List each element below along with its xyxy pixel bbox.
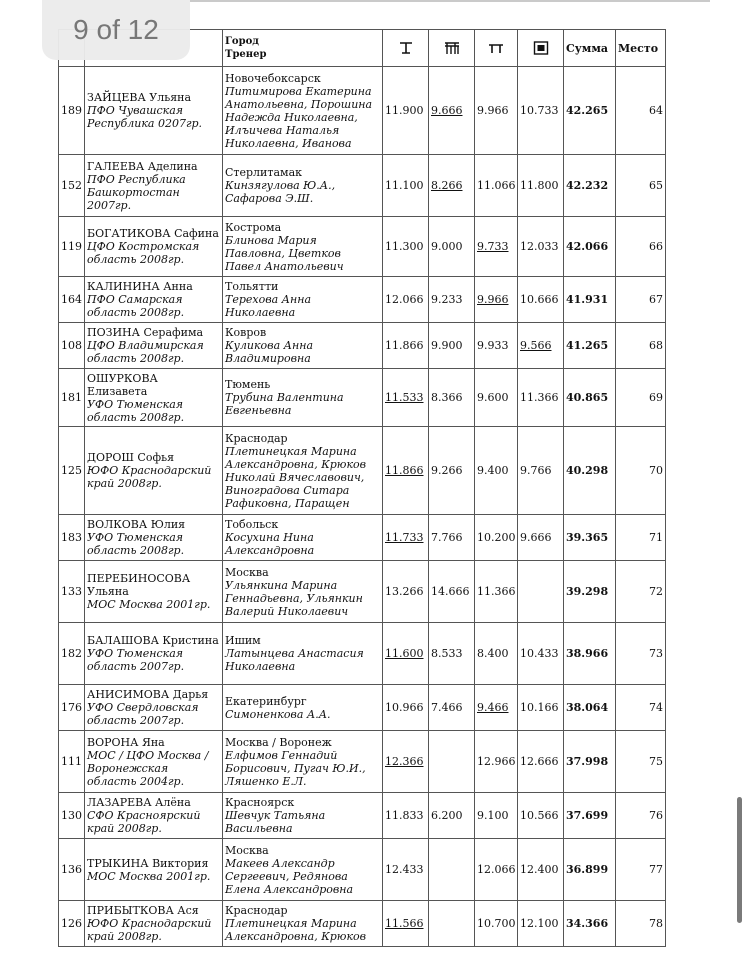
city-coach-cell — [223, 685, 383, 731]
apparatus-score — [518, 561, 564, 623]
athlete-region: УФО Тюменская область 2007гр. — [87, 647, 185, 673]
coach: Косухина Нина Александровна — [225, 531, 315, 557]
city-coach-cell — [223, 561, 383, 623]
header-city-coach — [223, 30, 383, 67]
apparatus-score — [475, 793, 518, 839]
scrollbar-thumb[interactable] — [737, 797, 742, 923]
athlete-cell — [85, 561, 223, 623]
floor-icon — [533, 41, 549, 55]
apparatus-score — [518, 369, 564, 427]
athlete-number: 164 — [59, 277, 85, 323]
athlete-number: 181 — [59, 369, 85, 427]
table-row — [59, 427, 666, 515]
city-coach-cell — [223, 277, 383, 323]
apparatus-score — [518, 839, 564, 901]
coach: Куликова Анна Владимировна — [225, 339, 314, 365]
place: 77 — [616, 839, 666, 901]
table-row — [59, 217, 666, 277]
apparatus-score — [429, 67, 475, 155]
athlete-cell — [85, 839, 223, 901]
apparatus-score — [429, 685, 475, 731]
beam-icon — [488, 41, 504, 55]
apparatus-score — [383, 793, 429, 839]
coach: Трубина Валентина Евгеньевна — [225, 391, 344, 417]
score-value: 12.066 — [477, 863, 516, 876]
apparatus-score — [475, 323, 518, 369]
apparatus-score — [475, 369, 518, 427]
athlete-region: ЮФО Краснодарский край 2008гр. — [87, 917, 212, 943]
place: 64 — [616, 67, 666, 155]
score-value: 8.366 — [431, 391, 463, 404]
athlete-region: МОС Москва 2001гр. — [87, 869, 211, 883]
athlete-name: ВОЛКОВА Юлия — [87, 518, 186, 531]
score-value: 13.266 — [385, 585, 424, 598]
header-uneven-bars — [429, 30, 475, 67]
apparatus-score — [475, 427, 518, 515]
apparatus-score — [429, 731, 475, 793]
city: Екатеринбург — [225, 694, 307, 708]
score-value: 9.400 — [477, 464, 509, 477]
total-score: 40.865 — [564, 369, 616, 427]
athlete-name: БОГАТИКОВА Сафина — [87, 227, 219, 240]
coach: Плетинецкая Марина Александровна, Крюков — [225, 917, 367, 943]
apparatus-score — [383, 217, 429, 277]
apparatus-score — [475, 217, 518, 277]
city: Краснодар — [225, 904, 288, 917]
city-coach-cell — [223, 217, 383, 277]
athlete-cell — [85, 277, 223, 323]
city: Ковров — [225, 326, 267, 339]
place: 68 — [616, 323, 666, 369]
athlete-name: ТРЫКИНА Виктория — [87, 856, 209, 870]
table-row — [59, 155, 666, 217]
athlete-region: ПФО Самарская область 2008гр. — [87, 293, 185, 319]
city: Краснодар — [225, 431, 288, 445]
score-value: 9.966 — [477, 104, 509, 117]
score-value: 8.533 — [431, 647, 463, 660]
place: 74 — [616, 685, 666, 731]
score-value: 11.366 — [520, 391, 559, 404]
place: 71 — [616, 515, 666, 561]
city-coach-cell — [223, 323, 383, 369]
total-score: 38.064 — [564, 685, 616, 731]
apparatus-score — [383, 515, 429, 561]
athlete-number: 125 — [59, 427, 85, 515]
score-value: 12.066 — [385, 293, 424, 306]
city: Кострома — [225, 220, 282, 234]
city: Тобольск — [225, 518, 279, 531]
apparatus-score — [383, 731, 429, 793]
athlete-name: ПЕРЕБИНОСОВА Ульяна — [87, 572, 191, 598]
apparatus-score — [518, 155, 564, 217]
apparatus-score — [475, 685, 518, 731]
place: 70 — [616, 427, 666, 515]
apparatus-score — [429, 839, 475, 901]
athlete-region: ЮФО Краснодарский край 2008гр. — [87, 464, 212, 490]
place: 67 — [616, 277, 666, 323]
apparatus-score — [383, 67, 429, 155]
coach: Симоненкова А.А. — [225, 707, 331, 721]
athlete-name: КАЛИНИНА Анна — [87, 280, 193, 293]
table-row — [59, 323, 666, 369]
athlete-region: ЦФО Костромская область 2008гр. — [87, 240, 200, 266]
athlete-number: 111 — [59, 731, 85, 793]
score-value: 11.733 — [385, 531, 424, 544]
coach: Ульянкина Марина Геннадьевна, Ульянкин Валерий Николаевич — [225, 578, 363, 618]
place: 65 — [616, 155, 666, 217]
athlete-cell — [85, 623, 223, 685]
athlete-name: ЛАЗАРЕВА Алёна — [87, 796, 191, 809]
score-value: 9.233 — [431, 293, 463, 306]
score-value: 9.666 — [520, 531, 552, 544]
score-value: 12.433 — [385, 863, 424, 876]
header-vault — [383, 30, 429, 67]
score-value: 8.400 — [477, 647, 509, 660]
athlete-cell — [85, 67, 223, 155]
score-value: 11.900 — [385, 104, 424, 117]
table-row — [59, 793, 666, 839]
score-value: 9.966 — [477, 293, 509, 306]
table-row — [59, 623, 666, 685]
score-value: 7.466 — [431, 701, 463, 714]
city-coach-cell — [223, 155, 383, 217]
city-coach-cell — [223, 369, 383, 427]
athlete-name: ПРИБЫТКОВА Ася — [87, 904, 199, 917]
athlete-cell — [85, 217, 223, 277]
apparatus-score — [429, 427, 475, 515]
score-value: 11.533 — [385, 391, 424, 404]
header-sum: Сумма — [564, 30, 616, 67]
score-value: 9.100 — [477, 809, 509, 822]
place: 75 — [616, 731, 666, 793]
athlete-number: 176 — [59, 685, 85, 731]
athlete-cell — [85, 731, 223, 793]
score-value: 9.600 — [477, 391, 509, 404]
score-value: 9.666 — [431, 104, 463, 117]
total-score: 39.298 — [564, 561, 616, 623]
score-value: 11.566 — [385, 917, 424, 930]
city: Ишим — [225, 634, 261, 647]
athlete-name: АНИСИМОВА Дарья — [87, 688, 209, 701]
score-value: 10.166 — [520, 701, 559, 714]
athlete-name: ВОРОНА Яна — [87, 735, 165, 749]
apparatus-score — [518, 515, 564, 561]
apparatus-score — [518, 623, 564, 685]
score-value: 11.100 — [385, 179, 424, 192]
score-value: 9.266 — [431, 464, 463, 477]
score-value: 10.966 — [385, 701, 424, 714]
previous-page-rule — [190, 0, 710, 2]
city: Тюмень — [225, 378, 271, 391]
score-value: 8.266 — [431, 179, 463, 192]
score-value: 12.666 — [520, 755, 559, 768]
score-value: 10.566 — [520, 809, 559, 822]
score-value: 10.666 — [520, 293, 559, 306]
score-value: 9.766 — [520, 464, 552, 477]
athlete-number: 183 — [59, 515, 85, 561]
total-score: 41.265 — [564, 323, 616, 369]
apparatus-score — [429, 323, 475, 369]
score-value: 9.566 — [520, 339, 552, 352]
athlete-number: 108 — [59, 323, 85, 369]
city: Москва / Воронеж — [225, 735, 332, 749]
apparatus-score — [475, 277, 518, 323]
apparatus-score — [518, 323, 564, 369]
total-score: 42.066 — [564, 217, 616, 277]
score-value: 11.800 — [520, 179, 559, 192]
apparatus-score — [429, 155, 475, 217]
score-value: 12.366 — [385, 755, 424, 768]
place: 76 — [616, 793, 666, 839]
coach: Терехова Анна Николаевна — [225, 293, 312, 319]
apparatus-score — [518, 901, 564, 947]
score-value: 9.900 — [431, 339, 463, 352]
athlete-region: МОС Москва 2001гр. — [87, 598, 211, 611]
total-score: 42.232 — [564, 155, 616, 217]
athlete-number: 182 — [59, 623, 85, 685]
score-value: 11.866 — [385, 464, 424, 477]
apparatus-score — [475, 623, 518, 685]
total-score: 37.699 — [564, 793, 616, 839]
city: Москва — [225, 843, 269, 857]
apparatus-score — [429, 217, 475, 277]
athlete-cell — [85, 685, 223, 731]
coach: Макеев Александр Сергеевич, Редянова Елена Александровна — [225, 856, 354, 896]
athlete-name: ДОРОШ Софья — [87, 451, 175, 464]
apparatus-score — [518, 217, 564, 277]
apparatus-score — [429, 515, 475, 561]
place: 78 — [616, 901, 666, 947]
total-score: 42.265 — [564, 67, 616, 155]
city: Тольятти — [225, 280, 279, 293]
results-table — [58, 29, 666, 947]
score-value: 11.866 — [385, 339, 424, 352]
athlete-cell — [85, 427, 223, 515]
coach: Елфимов Геннадий Борисович, Пугач Ю.И., Ляшенко Е.Л. — [225, 748, 366, 788]
table-row — [59, 731, 666, 793]
score-value: 11.066 — [477, 179, 516, 192]
coach: Латынцева Анастасия Николаевна — [225, 647, 364, 673]
city: Новочебоксарск — [225, 71, 321, 85]
coach: Плетинецкая Марина Александровна, Крюков Николай Вячеславович, Виноградова Ситара Рафиковна, Паращен — [225, 444, 367, 510]
header-city: Город — [225, 36, 259, 47]
city-coach-cell — [223, 731, 383, 793]
score-value: 11.600 — [385, 647, 424, 660]
score-value: 10.700 — [477, 917, 516, 930]
apparatus-score — [475, 67, 518, 155]
score-value: 9.733 — [477, 240, 509, 253]
athlete-region: УФО Свердловская область 2007гр. — [87, 701, 199, 727]
score-value: 12.400 — [520, 863, 559, 876]
score-value: 12.966 — [477, 755, 516, 768]
city-coach-cell — [223, 901, 383, 947]
header-place: Место — [616, 30, 666, 67]
score-value: 9.466 — [477, 701, 509, 714]
table-row — [59, 67, 666, 155]
coach: Блинова Мария Павловна, Цветков Павел Анатольевич — [225, 233, 344, 273]
apparatus-score — [429, 793, 475, 839]
athlete-region: ПФО Чувашская Республика 0207гр. — [87, 104, 203, 130]
athlete-name: ОШУРКОВА Елизавета — [87, 371, 158, 398]
athlete-region: УФО Тюменская область 2008гр. — [87, 397, 185, 424]
apparatus-score — [429, 901, 475, 947]
coach: Шевчук Татьяна Васильевна — [225, 809, 326, 835]
score-value: 11.833 — [385, 809, 424, 822]
apparatus-score — [383, 427, 429, 515]
table-row — [59, 561, 666, 623]
athlete-cell — [85, 515, 223, 561]
header-coach: Тренер — [225, 49, 267, 60]
total-score: 39.365 — [564, 515, 616, 561]
header-floor — [518, 30, 564, 67]
place: 72 — [616, 561, 666, 623]
score-value: 9.933 — [477, 339, 509, 352]
city: Красноярск — [225, 796, 295, 809]
apparatus-score — [518, 277, 564, 323]
total-score: 38.966 — [564, 623, 616, 685]
table-row — [59, 901, 666, 947]
athlete-cell — [85, 369, 223, 427]
athlete-region: ЦФО Владимирская область 2008гр. — [87, 339, 204, 365]
apparatus-score — [383, 561, 429, 623]
apparatus-score — [475, 155, 518, 217]
total-score: 41.931 — [564, 277, 616, 323]
city-coach-cell — [223, 67, 383, 155]
score-value: 9.000 — [431, 240, 463, 253]
score-value: 11.366 — [477, 585, 516, 598]
table-row — [59, 515, 666, 561]
apparatus-score — [383, 685, 429, 731]
apparatus-score — [518, 731, 564, 793]
score-value: 10.733 — [520, 104, 559, 117]
apparatus-score — [518, 67, 564, 155]
score-value: 11.300 — [385, 240, 424, 253]
athlete-number: 152 — [59, 155, 85, 217]
score-value: 10.200 — [477, 531, 516, 544]
athlete-number: 130 — [59, 793, 85, 839]
athlete-region: УФО Тюменская область 2008гр. — [87, 531, 185, 557]
place: 69 — [616, 369, 666, 427]
apparatus-score — [475, 839, 518, 901]
apparatus-score — [429, 277, 475, 323]
place: 66 — [616, 217, 666, 277]
athlete-region: ПФО Республика Башкортостан 2007гр. — [87, 172, 186, 212]
apparatus-score — [383, 277, 429, 323]
apparatus-score — [383, 323, 429, 369]
apparatus-score — [475, 901, 518, 947]
apparatus-score — [475, 515, 518, 561]
city-coach-cell — [223, 515, 383, 561]
apparatus-score — [475, 731, 518, 793]
city: Москва — [225, 565, 269, 579]
apparatus-score — [518, 685, 564, 731]
score-value: 7.766 — [431, 531, 463, 544]
apparatus-score — [518, 427, 564, 515]
athlete-cell — [85, 901, 223, 947]
athlete-cell — [85, 323, 223, 369]
place: 73 — [616, 623, 666, 685]
city-coach-cell — [223, 427, 383, 515]
coach: Кинзягулова Ю.А., Сафарова Э.Ш. — [225, 179, 336, 205]
athlete-name: БАЛАШОВА Кристина — [87, 634, 219, 647]
athlete-number: 136 — [59, 839, 85, 901]
athlete-number: 126 — [59, 901, 85, 947]
city-coach-cell — [223, 793, 383, 839]
city: Стерлитамак — [225, 166, 303, 179]
apparatus-score — [383, 155, 429, 217]
athlete-name: ГАЛЕЕВА Аделина — [87, 159, 198, 173]
coach: Питимирова Екатерина Анатольевна, Порошина Надежда Николаевна, Илъичева Наталья Николаевна, Иванова — [225, 84, 373, 150]
header-beam — [475, 30, 518, 67]
total-score: 34.366 — [564, 901, 616, 947]
athlete-cell — [85, 793, 223, 839]
apparatus-score — [383, 839, 429, 901]
table-row — [59, 685, 666, 731]
total-score: 37.998 — [564, 731, 616, 793]
athlete-name: ПОЗИНА Серафима — [87, 326, 204, 339]
apparatus-score — [475, 561, 518, 623]
page-indicator: 9 of 12 — [42, 0, 190, 60]
apparatus-score — [518, 793, 564, 839]
athlete-region: МОС / ЦФО Москва / Воронежская область 2004гр. — [87, 748, 209, 788]
city-coach-cell — [223, 623, 383, 685]
apparatus-score — [383, 369, 429, 427]
table-row — [59, 277, 666, 323]
apparatus-score — [383, 901, 429, 947]
athlete-number: 133 — [59, 561, 85, 623]
score-value: 6.200 — [431, 809, 463, 822]
total-score: 40.298 — [564, 427, 616, 515]
score-value: 12.033 — [520, 240, 559, 253]
apparatus-score — [429, 561, 475, 623]
apparatus-score — [429, 623, 475, 685]
table-row — [59, 369, 666, 427]
score-value: 10.433 — [520, 647, 559, 660]
vault-icon — [398, 41, 414, 55]
uneven-bars-icon — [444, 41, 460, 55]
score-value: 12.100 — [520, 917, 559, 930]
athlete-cell — [85, 155, 223, 217]
city-coach-cell — [223, 839, 383, 901]
athlete-number: 189 — [59, 67, 85, 155]
score-value: 14.666 — [431, 585, 470, 598]
apparatus-score — [429, 369, 475, 427]
athlete-name: ЗАЙЦЕВА Ульяна — [87, 91, 192, 104]
table-row — [59, 839, 666, 901]
apparatus-score — [383, 623, 429, 685]
athlete-number: 119 — [59, 217, 85, 277]
total-score: 36.899 — [564, 839, 616, 901]
athlete-region: СФО Красноярский край 2008гр. — [87, 809, 201, 835]
